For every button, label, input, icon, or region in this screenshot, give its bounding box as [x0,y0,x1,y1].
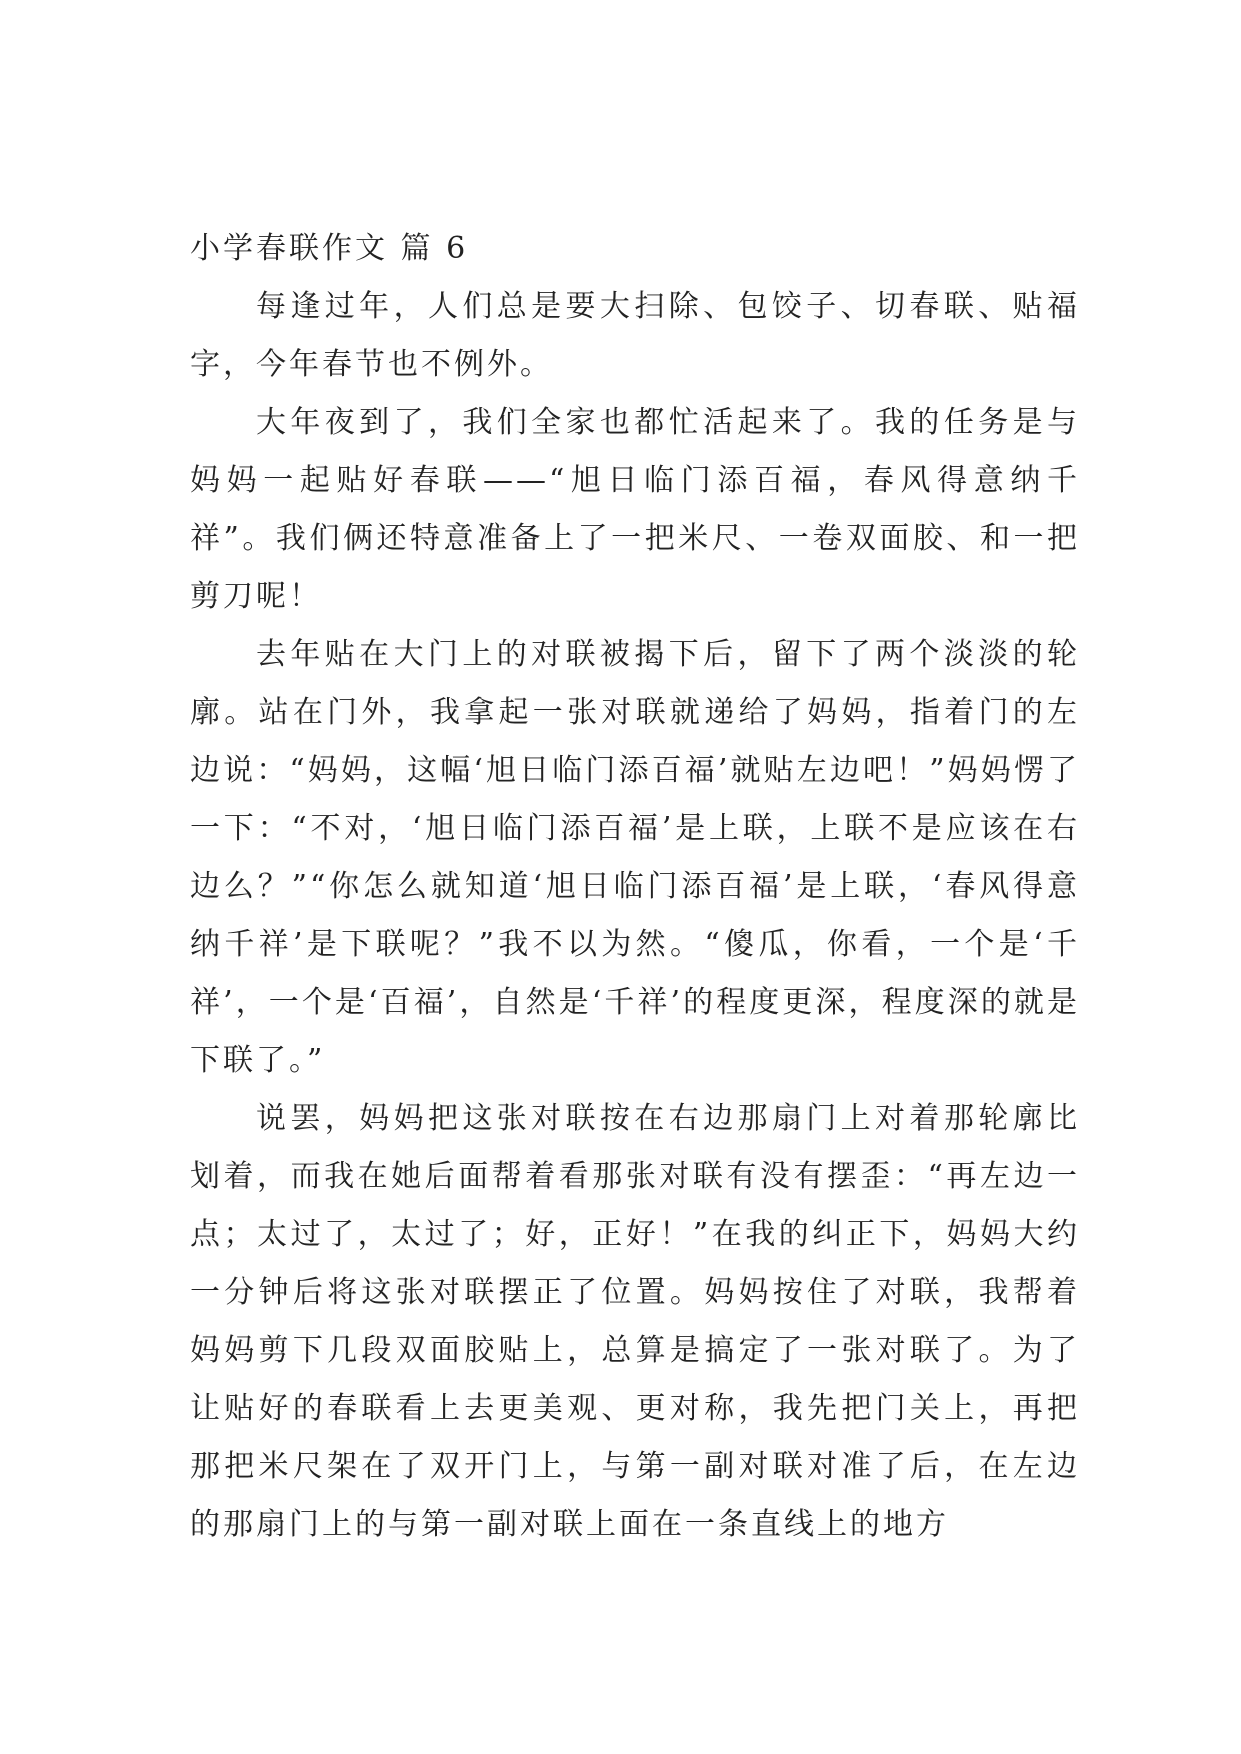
document-body [190,220,1080,1554]
paragraph-1: 每逢过年，人们总是要大扫除、包饺子、切春联、贴福字，今年春节也不例外。 [190,289,1080,382]
document-title: 小学春联作文 篇 6 [190,231,469,266]
paragraph-3: 去年贴在大门上的对联被揭下后，留下了两个淡淡的轮廓。站在门外，我拿起一张对联就递给了妈妈，指着门的左边说：“妈妈，这幅‘旭日临门添百福’就贴左边吧！”妈妈愣了一下：“不对，‘旭日临门添百福’是上联，上联不是应该在右边么？”“你怎么就知道‘旭日临门添百福’是上联，‘春风得意纳千祥’是下联呢？”我不以为然。“傻瓜，你看，一个是‘千祥’，一个是‘百福’，自然是‘千祥’的程度更深，程度深的就是下联了。” [190,637,1080,1078]
paragraph-4: 说罢，妈妈把这张对联按在右边那扇门上对着那轮廓比划着，而我在她后面帮着看那张对联有没有摆歪：“再左边一点；太过了，太过了；好，正好！”在我的纠正下，妈妈大约一分钟后将这张对联摆正了位置。妈妈按住了对联，我帮着妈妈剪下几段双面胶贴上，总算是搞定了一张对联了。为了让贴好的春联看上去更美观、更对称，我先把门关上，再把那把米尺架在了双开门上，与第一副对联对准了后，在左边的那扇门上的与第一副对联上面在一条直线上的地方 [190,1101,1080,1542]
paragraph-2: 大年夜到了，我们全家也都忙活起来了。我的任务是与妈妈一起贴好春联——“旭日临门添百福，春风得意纳千祥”。我们俩还特意准备上了一把米尺、一卷双面胶、和一把剪刀呢！ [190,405,1080,614]
